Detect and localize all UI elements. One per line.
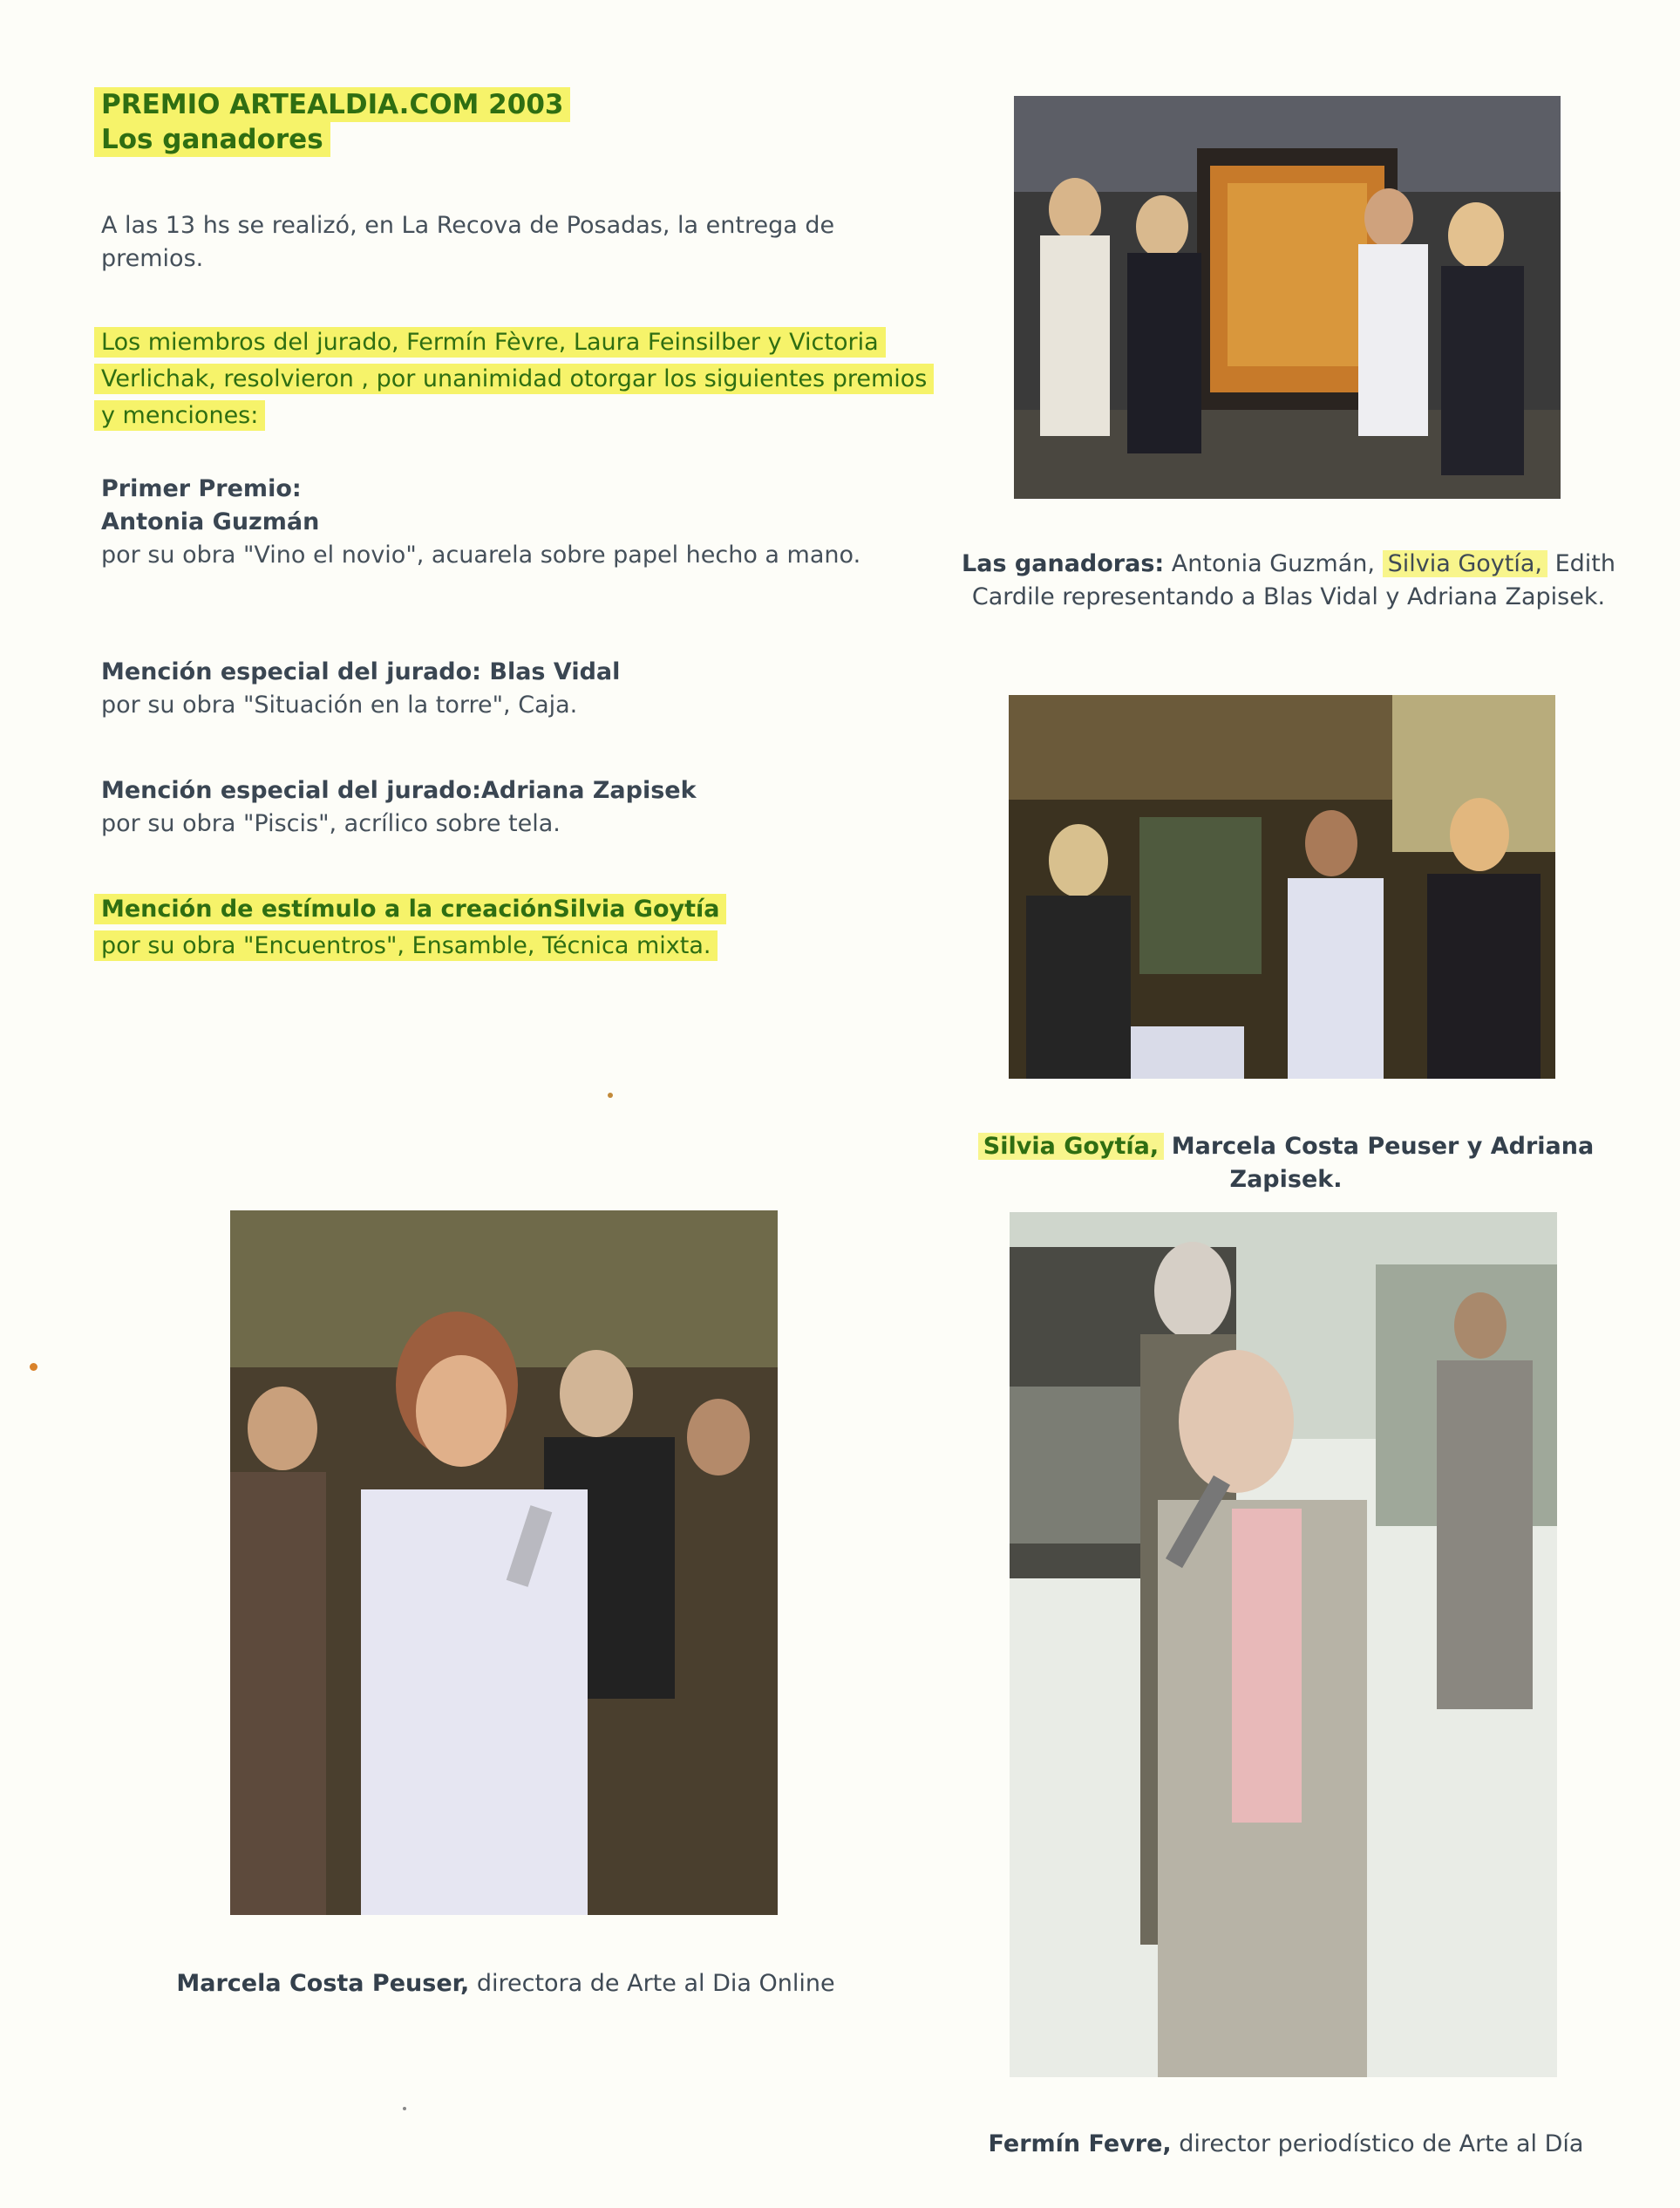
photo-fermin-fevre [1010, 1212, 1557, 2077]
award-winner: Antonia Guzmán [101, 508, 320, 535]
caption-name-highlight: Silvia Goytía, [978, 1133, 1164, 1160]
caption-photo-three-women [924, 1130, 1648, 1196]
jury-text: Los miembros del jurado, Fermín Fèvre, Laura Feinsilber y Victoria Verlichak, resolvieron , por unanimidad otorgar los siguientes premios y menciones: [94, 327, 934, 431]
caption-photo-winners [931, 548, 1646, 614]
caption-lead: Las ganadoras: [962, 550, 1165, 577]
intro-paragraph: A las 13 hs se realizó, en La Recova de Posadas, la entrega de premios. [101, 212, 835, 272]
award-first-prize [101, 473, 929, 572]
caption-rest: Marcela Costa Peuser y Adriana Zapisek. [1171, 1133, 1595, 1193]
scan-speck [403, 2107, 406, 2110]
title-block [94, 87, 570, 157]
scan-speck [30, 1363, 37, 1371]
photo-three-women [1009, 695, 1555, 1079]
award-mention-vidal [101, 656, 929, 722]
page-subtitle: Los ganadores [94, 122, 330, 157]
caption-name: Marcela Costa Peuser, [176, 1970, 470, 1997]
award-description: por su obra "Situación en la torre", Caja. [101, 692, 578, 719]
caption-rest: Edith Cardile representando a Blas Vidal y Adriana Zapisek. [971, 550, 1615, 610]
award-mention-zapisek [101, 774, 929, 841]
award-title: Mención especial del jurado:Adriana Zapisek [101, 777, 697, 804]
award-title: Mención especial del jurado: Blas Vidal [101, 658, 621, 685]
page-title: PREMIO ARTEALDIA.COM 2003 [94, 87, 570, 122]
award-title: Primer Premio: [101, 475, 302, 502]
award-description: por su obra "Encuentros", Ensamble, Técnica mixta. [94, 930, 718, 961]
award-title: Mención de estímulo a la creaciónSilvia Goytía [94, 894, 726, 924]
award-description: por su obra "Vino el novio", acuarela sobre papel hecho a mano. [101, 542, 861, 569]
caption-role: director periodístico de Arte al Día [1179, 2130, 1584, 2157]
scan-speck [608, 1093, 613, 1098]
caption-role: directora de Arte al Dia Online [476, 1970, 835, 1997]
jury-paragraph [94, 324, 931, 434]
photo-winners-group [1014, 96, 1561, 499]
caption-name: Fermín Fevre, [988, 2130, 1172, 2157]
photo-marcela-costa-peuser [230, 1210, 778, 1915]
caption-photo-fermin [924, 2128, 1648, 2161]
caption-name: Antonia Guzmán, [1171, 550, 1375, 577]
award-stimulus-goytia [94, 891, 931, 964]
caption-photo-marcela [87, 1967, 924, 2000]
caption-name-highlight: Silvia Goytía, [1383, 550, 1547, 577]
award-description: por su obra "Piscis", acrílico sobre tela. [101, 810, 561, 837]
